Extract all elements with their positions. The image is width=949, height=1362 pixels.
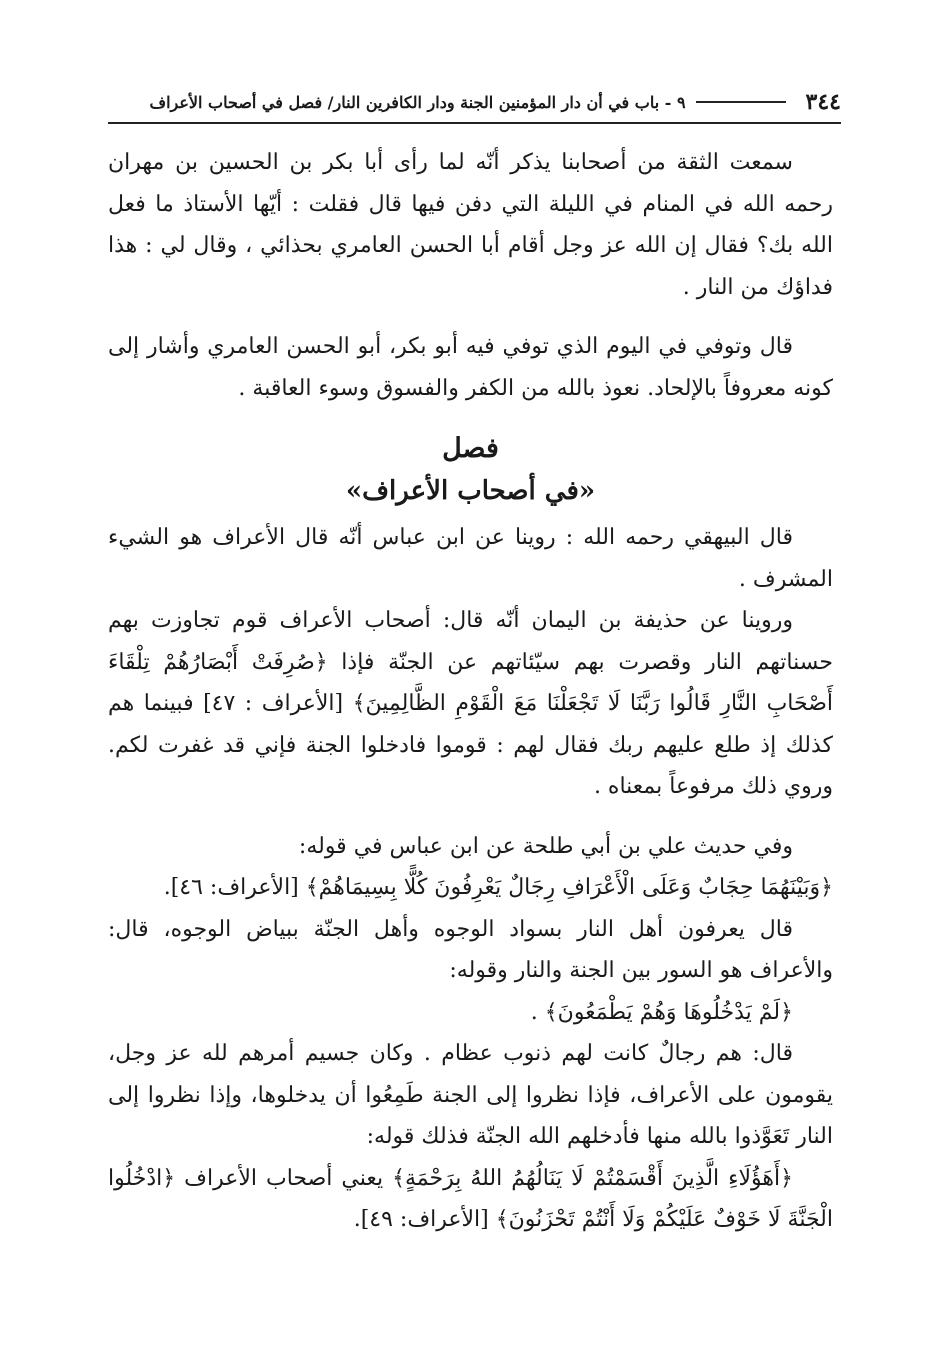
quran-verse: ﴿أَهَؤُلَاءِ الَّذِينَ أَقْسَمْتُمْ لَا يَنَالُهُمُ اللهُ بِرَحْمَةٍ﴾ يعني أصحاب الأعراف ﴿ادْخُلُوا الْجَنَّةَ لَا خَوْفٌ عَلَيْكُمْ وَلَا أَنْتُمْ تَحْزَنُونَ﴾ [الأعراف: ٤٩]. <box>108 1165 833 1232</box>
page-number: ٣٤٤ <box>805 89 841 115</box>
paragraph: قال وتوفي في اليوم الذي توفي فيه أبو بكر، أبو الحسن العامري وأشار إلى كونه معروفاً بالإلحاد. نعوذ بالله من الكفر والفسوق وسوء العاقبة . <box>108 334 833 401</box>
header-rule <box>696 101 786 103</box>
page-body <box>108 142 833 1241</box>
running-head: ٩ - باب في أن دار المؤمنين الجنة ودار الكافرين النار/ فصل في أصحاب الأعراف <box>149 92 686 112</box>
paragraph: قال البيهقي رحمه الله : روينا عن ابن عباس أنّه قال الأعراف هو الشيء المشرف . <box>108 525 833 592</box>
paragraph: سمعت الثقة من أصحابنا يذكر أنّه لما رأى أبا بكر بن الحسين بن مهران رحمه الله في المنام في الليلة التي دفن فيها قال فقلت : أيّها الأستاذ ما فعل الله بك؟ فقال إن الله عز وجل أقام أبا الحسن العامري بحذائي ، وقال لي : هذا فداؤك من النار . <box>108 150 833 300</box>
quran-verse: ﴿لَمْ يَدْخُلُوهَا وَهُمْ يَطْمَعُونَ﴾ . <box>530 999 793 1025</box>
page-header <box>108 82 841 124</box>
paragraph: وروينا عن حذيفة بن اليمان أنّه قال: أصحاب الأعراف قوم تجاوزت بهم حسناتهم النار وقصرت بهم سيّئاتهم عن الجنّة فإذا ﴿صُرِفَتْ أَبْصَارُهُمْ تِلْقَاءَ أَصْحَابِ النَّارِ قَالُوا رَبَّنَا لَا تَجْعَلْنَا مَعَ الْقَوْمِ الظَّالِمِينَ﴾ [الأعراف : ٤٧] فبينما هم كذلك إذ طلع عليهم ربك فقال لهم : قوموا فادخلوا الجنة فإني قد غفرت لكم. وروي ذلك مرفوعاً بمعناه . <box>108 608 833 799</box>
paragraph: قال: هم رجالٌ كانت لهم ذنوب عظام . وكان جسيم أمرهم لله عز وجل، يقومون على الأعراف، فإذا نظروا إلى الجنة طَمِعُوا أن يدخلوها، وإذا نظروا إلى النار تَعَوَّذوا بالله منها فأدخلهم الله الجنّة فذلك قوله: <box>108 1041 833 1149</box>
paragraph: وفي حديث علي بن أبي طلحة عن ابن عباس في قوله: <box>298 833 793 859</box>
paragraph: قال يعرفون أهل النار بسواد الوجوه وأهل الجنّة ببياض الوجوه، قال: والأعراف هو السور بين الجنة والنار وقوله: <box>108 916 833 983</box>
quran-verse: ﴿وَبَيْنَهُمَا حِجَابٌ وَعَلَى الْأَعْرَافِ رِجَالٌ يَعْرِفُونَ كُلًّا بِسِيمَاهُمْ﴾ [الأعراف: ٤٦]. <box>163 875 833 900</box>
section-title: فصل <box>442 433 499 464</box>
section-subtitle: «في أصحاب الأعراف» <box>345 476 596 506</box>
